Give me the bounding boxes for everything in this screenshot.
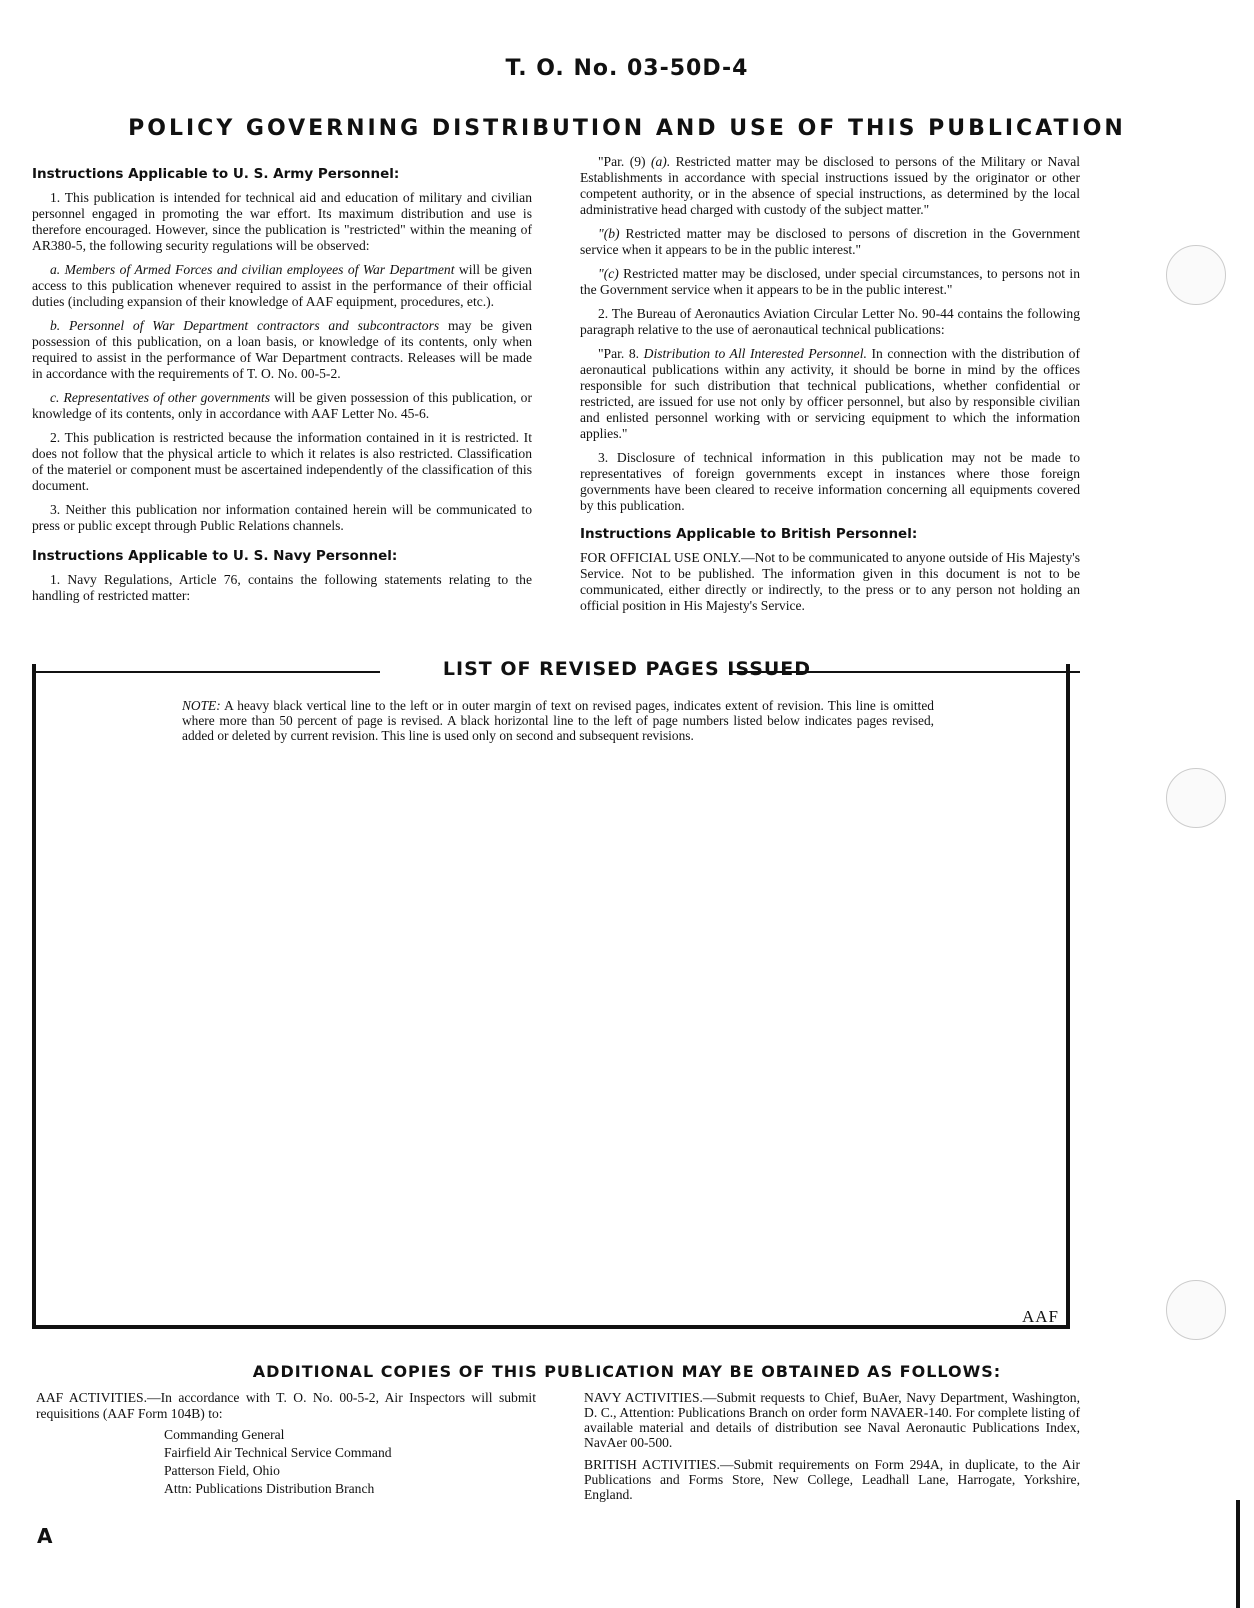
scan-edge-mark [1236, 1500, 1240, 1608]
revised-note [182, 698, 934, 743]
army-para-3: 3. Neither this publication nor information contained herein will be communicated to press or public except through Public Relations channels. [32, 502, 532, 533]
army-para-b-emphasis: b. Personnel of War Department contractors and subcontractors [50, 318, 440, 333]
army-para-a-emphasis: a. Members of Armed Forces and civilian employees of War Department [50, 262, 455, 277]
navy-par-9a-text: Restricted matter may be disclosed to persons of the Military or Naval Establishments in accordance with special instructions issued by the originator or other competent authority, or in the absence of special instructions, as determined by the local administrative head charged with custody of the subject matter." [580, 154, 1081, 217]
british-para-1: FOR OFFICIAL USE ONLY.—Not to be communicated to anyone outside of His Majesty's Service. Not to be published. The information given in this document is not to be communicated, either directly or indirectly, to the press or to any person not holding an official position in His Majesty's Service. [580, 550, 1080, 613]
navy-par-9b-text: Restricted matter may be disclosed to persons of discretion in the Government service when it appears to be in the public interest." [580, 226, 1080, 257]
navy-par-9a-prefix: "Par. (9) [598, 154, 651, 169]
left-column [32, 162, 532, 612]
page-title: POLICY GOVERNING DISTRIBUTION AND USE OF THIS PUBLICATION [128, 116, 1126, 141]
army-para-b [32, 318, 532, 382]
navy-par-9a-emphasis: (a). [650, 154, 671, 169]
to-number: T. O. No. 03-50D-4 [505, 56, 749, 81]
address-line-4: Attn: Publications Distribution Branch [164, 1481, 375, 1496]
army-para-c [32, 390, 532, 422]
navy-par-9c-emphasis: "(c) [598, 266, 619, 281]
binder-hole-middle [1166, 768, 1226, 828]
navy-par-8-emphasis: Distribution to All Interested Personnel. [643, 346, 867, 361]
navy-activities: NAVY ACTIVITIES.—Submit requests to Chief, BuAer, Navy Department, Washington, D. C., Attention: Publications Branch on order form NAVAER-140. For complete listing of available material and details of distribution see Naval Aeronautic Publications Index, NavAer 00-500. [584, 1390, 1080, 1450]
navy-par-9a [580, 154, 1080, 218]
british-heading: Instructions Applicable to British Personnel: [580, 526, 918, 542]
aaf-activities: AAF ACTIVITIES.—In accordance with T. O. No. 00-5-2, Air Inspectors will submit requisitions (AAF Form 104B) to: [36, 1390, 536, 1421]
british-activities: BRITISH ACTIVITIES.—Submit requirements on Form 294A, in duplicate, to the Air Publications and Forms Store, New College, Leadhall Lane, Harrogate, Yorkshire, England. [584, 1457, 1080, 1502]
right-column [580, 154, 1080, 622]
aaf-mark: AAF [1022, 1307, 1060, 1326]
army-heading: Instructions Applicable to U. S. Army Personnel: [32, 166, 400, 182]
address-line-2: Fairfield Air Technical Service Command [164, 1445, 392, 1460]
page-letter: A [37, 1524, 53, 1548]
revised-pages-box [32, 664, 1070, 1329]
navy-par-8-prefix: "Par. 8. [598, 346, 644, 361]
navy-par-9c [580, 266, 1080, 298]
navy-par-9b-emphasis: "(b) [598, 226, 620, 241]
navy-para-3: 3. Disclosure of technical information in this publication may not be made to representatives of foreign governments except in instances where those foreign governments have been cleared to receive information concerning all equipments covered by this publication. [580, 450, 1080, 513]
aaf-activities-block [36, 1390, 536, 1498]
revised-pages-title: LIST OF REVISED PAGES ISSUED [442, 658, 812, 680]
additional-copies-title: ADDITIONAL COPIES OF THIS PUBLICATION MAY BE OBTAINED AS FOLLOWS: [252, 1362, 1002, 1381]
navy-heading: Instructions Applicable to U. S. Navy Personnel: [32, 548, 398, 564]
navy-par-8-text: In connection with the distribution of aeronautical publications within any activity, it should be borne in mind by the offices responsible for such distribution that technical publications, whether confidential or restricted, are issued for use not only by officer personnel, but also by responsible civilian and enlisted personnel working with or servicing equipment to which the information applies." [580, 346, 1081, 441]
binder-hole-bottom [1166, 1280, 1226, 1340]
address-line-1: Commanding General [164, 1427, 285, 1442]
revised-note-label: NOTE: [182, 698, 221, 713]
navy-para-1: 1. Navy Regulations, Article 76, contains the following statements relating to the handling of restricted matter: [32, 572, 532, 603]
army-para-c-text: will be given possession of this publication, or knowledge of its contents, only in accordance with AAF Letter No. 45-6. [32, 390, 532, 421]
address-line-3: Patterson Field, Ohio [164, 1463, 280, 1478]
navy-british-activities-block [584, 1390, 1080, 1509]
navy-par-9c-text: Restricted matter may be disclosed, under special circumstances, to persons not in the Government service when it appears to be in the public interest." [580, 266, 1080, 297]
navy-para-2: 2. The Bureau of Aeronautics Aviation Circular Letter No. 90-44 contains the following paragraph relative to the use of aeronautical technical publications: [580, 306, 1080, 337]
navy-par-8 [580, 346, 1080, 442]
revised-note-text: A heavy black vertical line to the left or in outer margin of text on revised pages, indicates extent of revision. This line is omitted where more than 50 percent of page is revised. A black horizontal line to the left of page numbers listed below indicates pages revised, added or deleted by current revision. This line is used only on second and subsequent revisions. [182, 698, 934, 743]
army-para-1: 1. This publication is intended for technical aid and education of military and civilian personnel engaged in promoting the war effort. Its maximum distribution and use is therefore encouraged. However, since the publication is "restricted" within the meaning of AR380-5, the following security regulations will be observed: [32, 190, 532, 253]
army-para-a [32, 262, 532, 310]
army-para-2: 2. This publication is restricted because the information contained in it is restricted. It does not follow that the physical article to which it relates is also restricted. Classification of the materiel or component must be ascertained independently of the classification of this document. [32, 430, 532, 493]
army-para-a-text: will be given access to this publication whenever required to assist in the performance of their official duties (including expansion of their knowledge of AAF equipment, procedures, etc.). [32, 262, 532, 309]
army-para-c-emphasis: c. Representatives of other governments [50, 390, 271, 405]
army-para-b-text: may be given possession of this publication, on a loan basis, or knowledge of its contents, only when required to assist in the performance of War Department contracts. Releases will be made in accordance with the requirements of T. O. No. 00-5-2. [32, 318, 533, 381]
binder-hole-top [1166, 245, 1226, 305]
navy-par-9b [580, 226, 1080, 258]
